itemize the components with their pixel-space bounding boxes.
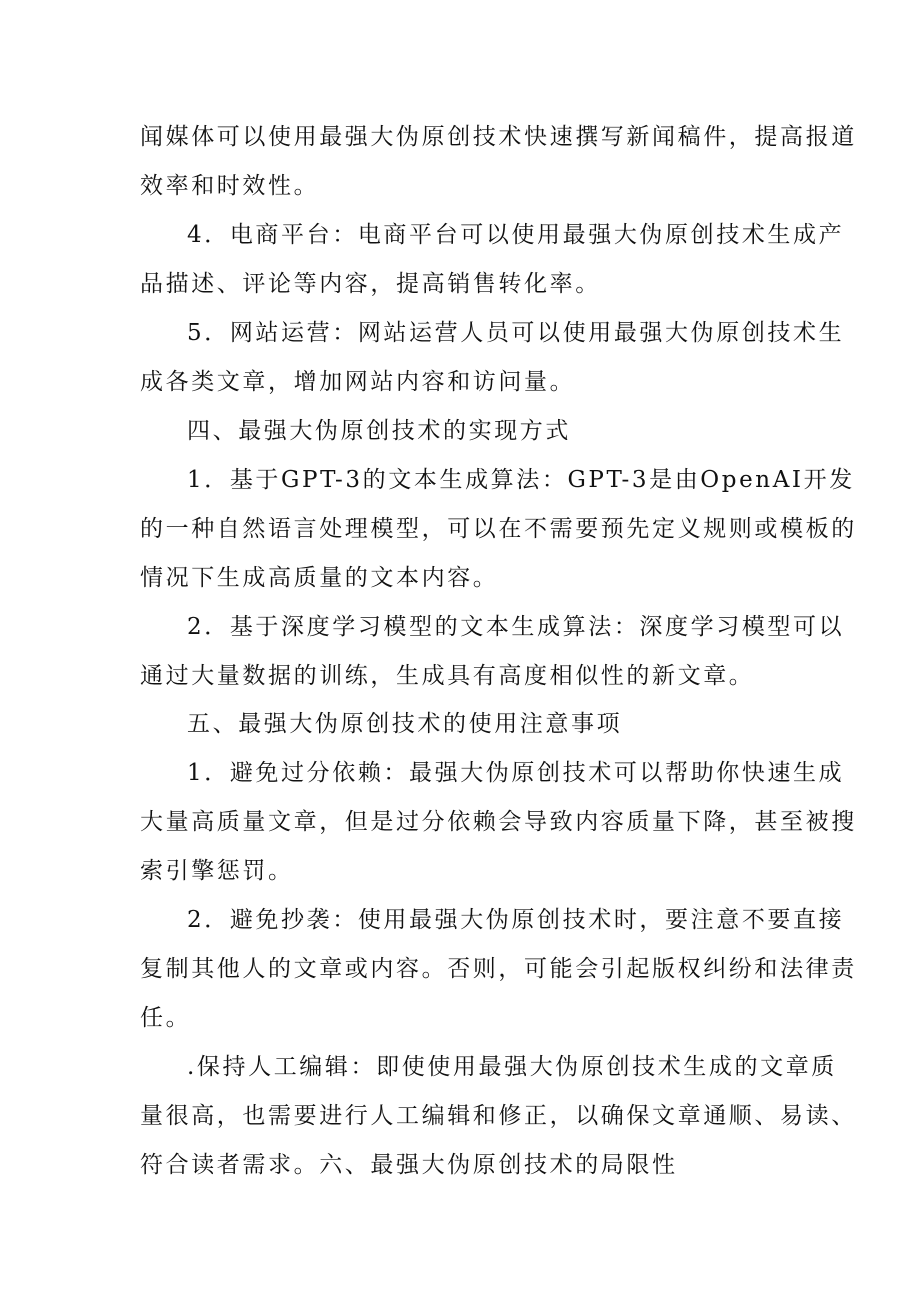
text-line: 闻媒体可以使用最强大伪原创技术快速撰写新闻稿件，提高报道 (140, 124, 857, 150)
text-line: 大量高质量文章，但是过分依赖会导致内容质量下降，甚至被搜 (140, 809, 857, 835)
text-line: 的一种自然语言处理模型，可以在不需要预先定义规则或模板的 (140, 516, 857, 542)
list-item-line: 1．避免过分依赖：最强大伪原创技术可以帮助你快速生成 (187, 760, 845, 786)
text-line: 通过大量数据的训练，生成具有高度相似性的新文章。 (140, 663, 755, 689)
text-line: 成各类文章，增加网站内容和访问量。 (140, 369, 576, 395)
text-line: 量很高，也需要进行人工编辑和修正，以确保文章通顺、易读、 (140, 1103, 857, 1129)
text-line: 效率和时效性。 (140, 173, 320, 199)
text-line: 符合读者需求。六、最强大伪原创技术的局限性 (140, 1152, 678, 1178)
text-line: 品描述、评论等内容，提高销售转化率。 (140, 271, 601, 297)
list-item-line: 2．避免抄袭：使用最强大伪原创技术时，要注意不要直接 (187, 907, 845, 933)
list-item-line: 5．网站运营：网站运营人员可以使用最强大伪原创技术生 (187, 320, 845, 346)
text-line: 情况下生成高质量的文本内容。 (140, 565, 499, 591)
text-line: 复制其他人的文章或内容。否则，可能会引起版权纠纷和法律责 (140, 956, 857, 982)
section-heading: 五、最强大伪原创技术的使用注意事项 (187, 711, 623, 737)
list-item-line: 4．电商平台：电商平台可以使用最强大伪原创技术生成产 (187, 222, 845, 248)
text-line: 索引擎惩罚。 (140, 858, 294, 884)
section-heading: 四、最强大伪原创技术的实现方式 (187, 418, 571, 444)
list-item-line: 1．基于GPT-3的文本生成算法：GPT-3是由OpenAI开发 (187, 467, 855, 493)
list-item-line: .保持人工编辑：即使使用最强大伪原创技术生成的文章质 (187, 1054, 837, 1080)
list-item-line: 2．基于深度学习模型的文本生成算法：深度学习模型可以 (187, 614, 845, 640)
text-line: 任。 (140, 1005, 192, 1031)
